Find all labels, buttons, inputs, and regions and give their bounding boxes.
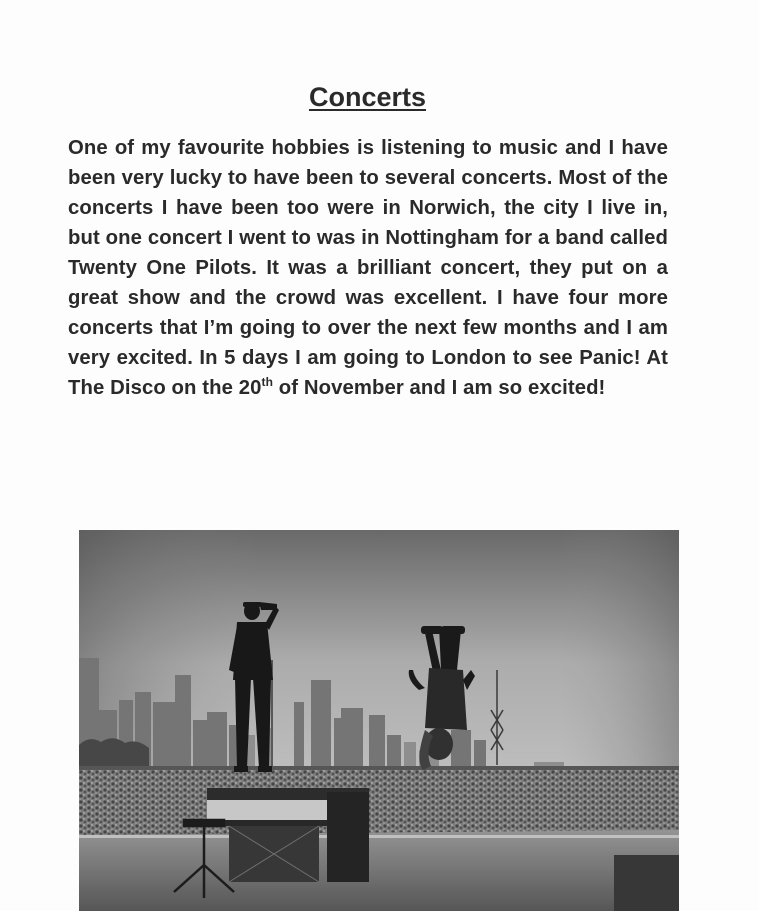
ordinal-suffix: th bbox=[261, 375, 274, 390]
paragraph-text: One of my favourite hobbies is listening to music and I have been very lucky to have been to several concerts. Most of the concerts I have been too were in Norwich, the city I live in, but one concert I went to was in Nottingham for a band called Twenty One Pilots. It was a brilliant concert, they put on a great show and the crowd was excellent. I have four more concerts that I’m going to over the next few months and I am very excited. In 5 days I am going to London to see Panic! At The Disco on the 20 bbox=[68, 137, 668, 399]
paragraph-text-end: of November and I am so excited! bbox=[273, 377, 606, 399]
page-title: Concerts bbox=[308, 82, 427, 112]
concert-photo bbox=[79, 530, 679, 911]
concert-photo-illustration bbox=[79, 530, 679, 911]
body-paragraph bbox=[68, 133, 668, 403]
